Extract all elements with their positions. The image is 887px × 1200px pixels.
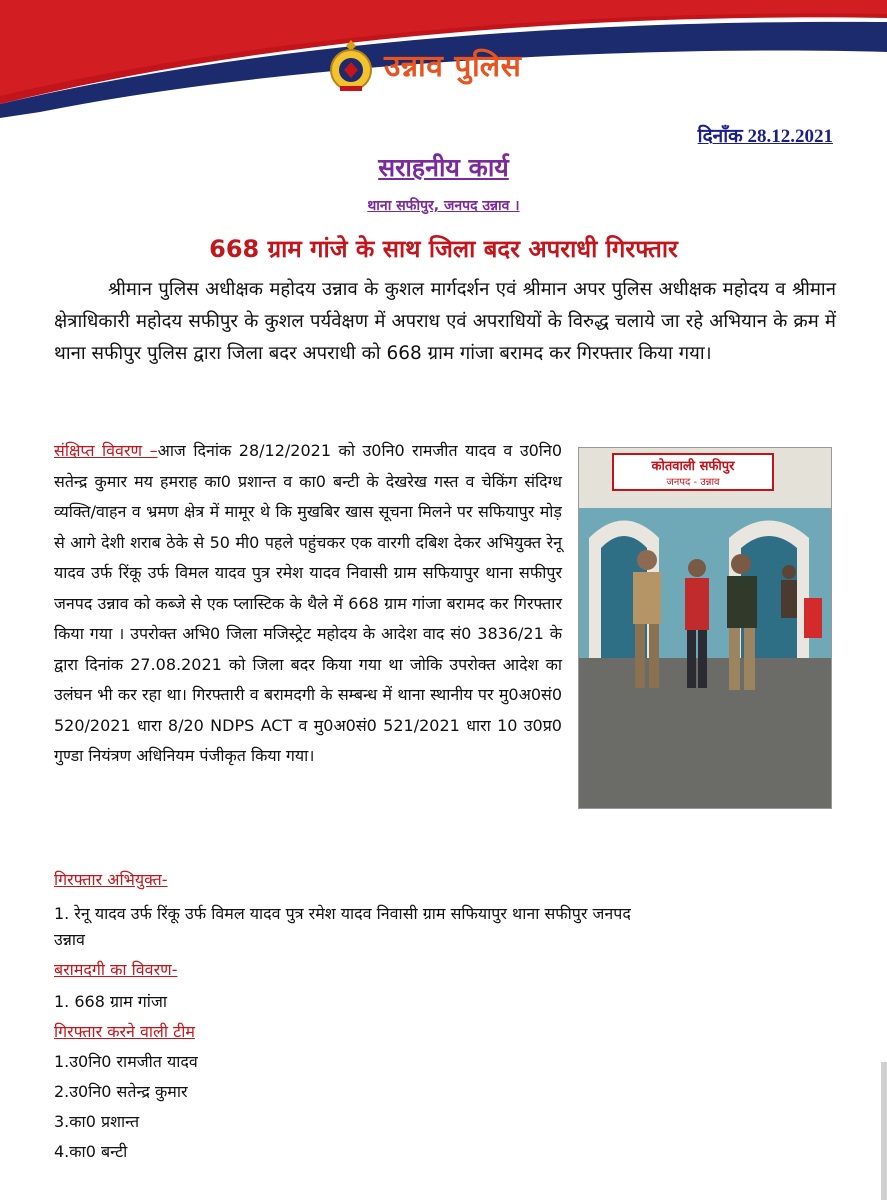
arrested-title: गिरफ्तार अभियुक्त- bbox=[54, 870, 168, 889]
up-police-emblem-icon bbox=[326, 38, 376, 94]
intro-paragraph bbox=[54, 274, 836, 370]
arrested-line-1: 1. रेनू यादव उर्फ रिंकू उर्फ विमल यादव पुत्र रमेश यादव निवासी ग्राम सफियापुर थाना सफीपुर जनपद bbox=[54, 904, 631, 923]
recovery-title: बरामदगी का विवरण- bbox=[54, 960, 178, 979]
date-line: दिनाँक 28.12.2021 bbox=[697, 126, 833, 147]
station-subtitle: थाना सफीपुर, जनपद उन्नाव । bbox=[367, 198, 520, 214]
arrest-photo bbox=[578, 447, 832, 809]
headline: 668 ग्राम गांजे के साथ जिला बदर अपराधी गिरफ्तार bbox=[209, 235, 678, 263]
team-title: गिरफ्तार करने वाली टीम bbox=[54, 1022, 195, 1041]
details-label: संक्षिप्त विवरण – bbox=[54, 441, 158, 460]
recovery-item-1: 1. 668 ग्राम गांजा bbox=[54, 992, 167, 1011]
station-photo-image bbox=[579, 448, 831, 808]
team-member-1: 1.उ0नि0 रामजीत यादव bbox=[54, 1052, 198, 1071]
team-member-3: 3.का0 प्रशान्त bbox=[54, 1112, 140, 1131]
page-title: सराहनीय कार्य bbox=[378, 153, 509, 182]
team-member-4: 4.का0 बन्टी bbox=[54, 1142, 128, 1161]
sign-line-1: कोतवाली सफीपुर bbox=[651, 459, 735, 474]
sign-line-2: जनपद - उन्नाव bbox=[666, 477, 720, 488]
scrollbar[interactable] bbox=[881, 1062, 887, 1200]
intro-text: श्रीमान पुलिस अधीक्षक महोदय उन्नाव के कुशल मार्गदर्शन एवं श्रीमान अपर पुलिस अधीक्षक महोदय व श्रीमान क्षेत्राधिकारी महोदय सफीपुर के कुशल पर्यवेक्षण में अपराध एवं अपराधियों के विरुद्ध चलाये जा रहे अभियान के क्रम में थाना सफीपुर पुलिस द्वारा जिला बदर अपराधी को 668 ग्राम गांजा बरामद कर गिरफ्तार किया गया। bbox=[54, 279, 836, 364]
team-member-2: 2.उ0नि0 सतेन्द्र कुमार bbox=[54, 1082, 188, 1101]
details-text: आज दिनांक 28/12/2021 को उ0नि0 रामजीत यादव व उ0नि0 सतेन्द्र कुमार मय हमराह का0 प्रशान्त व का0 बन्टी के देखरेख गस्त व चेकिंग संदिग्ध व्यक्ति/वाहन व भ्रमण क्षेत्र में मामूर थे कि मुखबिर खास सूचना मिलने पर सफियापुर मोड़ से आगे देशी शराब ठेके से 50 मी0 पहले पहुंचकर एक वारगी दबिश देकर अभियुक्त रेनू यादव उर्फ रिंकू उर्फ विमल यादव पुत्र रमेश यादव निवासी ग्राम सफियापुर थाना सफीपुर जनपद उन्नाव को कब्जे से एक प्लास्टिक के थैले में 668 ग्राम गांजा बरामद कर गिरफ्तार किया गया । उपरोक्त अभि0 जिला मजिस्ट्रेट महोदय के आदेश वाद सं0 3836/21 के द्वारा दिनांक 27.08.2021 को जिला बदर किया गया था जोकि उपरोक्त आदेश का उलंघन भी कर रहा था। गिरफ्तारी व बरामदगी के सम्बन्ध में थाना स्थानीय पर मु0अ0सं0 520/2021 धारा 8/20 NDPS ACT व मु0अ0सं0 521/2021 धारा 10 उ0प्र0 गुण्डा नियंत्रण अधिनियम पंजीकृत किया गया। bbox=[54, 441, 562, 765]
brand-title: उन्नाव पुलिस bbox=[384, 49, 522, 84]
details-paragraph bbox=[54, 436, 562, 772]
arrested-line-2: उन्नाव bbox=[54, 930, 85, 949]
